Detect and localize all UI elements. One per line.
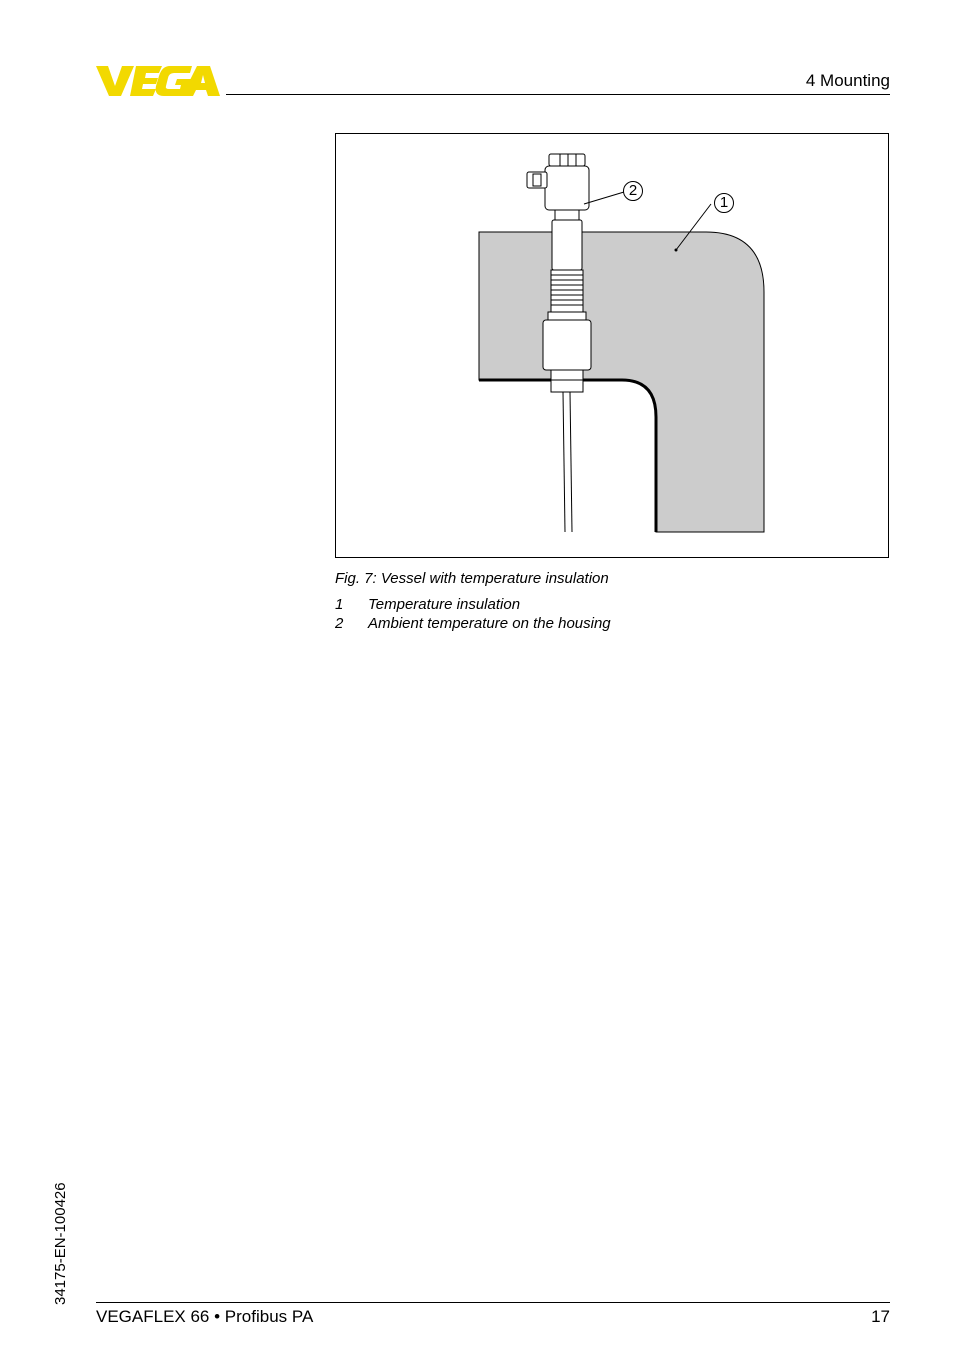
legend-item-2 xyxy=(335,615,611,632)
vessel-wall xyxy=(479,380,656,532)
sensor-lower-body xyxy=(543,320,591,370)
figure-frame xyxy=(335,133,889,558)
page-number: 17 xyxy=(871,1307,890,1326)
process-fitting xyxy=(551,370,583,392)
callout-2-leader xyxy=(584,192,624,204)
sensor-housing xyxy=(545,166,589,210)
insulation-area xyxy=(479,232,764,532)
section-title: 4 Mounting xyxy=(805,71,890,90)
vega-logo xyxy=(96,64,220,98)
sensor-upper-tube xyxy=(552,220,582,270)
callout-1: 1 xyxy=(714,193,734,213)
legend-item-1 xyxy=(335,596,520,613)
legend-number: 2 xyxy=(335,615,344,632)
cooling-fins xyxy=(551,270,583,312)
footer-product: VEGAFLEX 66 • Profibus PA xyxy=(96,1307,314,1326)
document-id: 34175-EN-100426 xyxy=(52,1182,69,1305)
probe-rod xyxy=(563,392,572,532)
footer-rule xyxy=(96,1302,890,1303)
legend-text: Temperature insulation xyxy=(368,596,521,613)
vessel-insulation-drawing xyxy=(336,134,890,559)
figure-caption: Fig. 7: Vessel with temperature insulation xyxy=(335,570,609,587)
header-rule xyxy=(226,94,890,95)
callout-2: 2 xyxy=(623,181,643,201)
legend-number: 1 xyxy=(335,596,344,613)
legend-text: Ambient temperature on the housing xyxy=(368,615,611,632)
